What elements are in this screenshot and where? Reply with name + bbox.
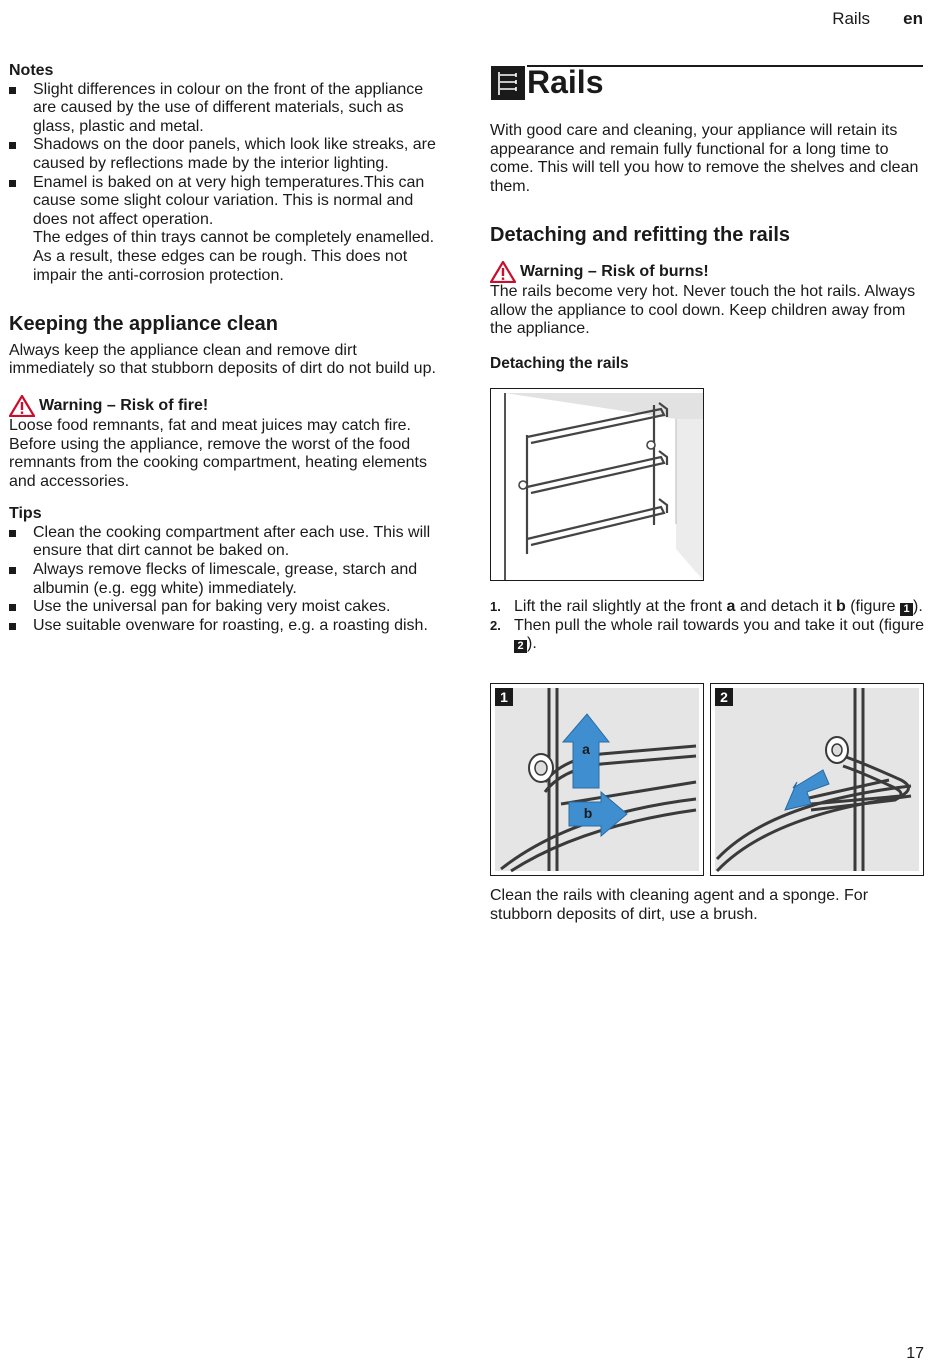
step-number: 1.	[490, 599, 501, 614]
warning-triangle-icon	[9, 395, 35, 417]
step-text: Lift the rail slightly at the front	[514, 598, 727, 615]
step-text: ).	[527, 635, 537, 653]
ref-b: b	[835, 598, 846, 615]
step-text: Then pull the whole rail towards you and take it out (figure	[514, 616, 925, 634]
arrow-label-a: a	[582, 741, 590, 757]
step-text: ).	[913, 598, 923, 615]
tips-item: Always remove flecks of limescale, grease, starch and albumin (e.g. egg white) immediately.	[9, 561, 439, 598]
notes-title: Notes	[9, 62, 54, 79]
header-section-title: Rails	[832, 9, 870, 28]
steps-container	[490, 598, 926, 654]
detaching-subtitle: Detaching the rails	[490, 354, 629, 372]
oven-rails-illustration	[491, 389, 703, 580]
burn-warning-label: Warning – Risk of burns!	[520, 262, 709, 280]
detaching-heading: Detaching and refitting the rails	[490, 224, 791, 247]
figure-ref-badge: 2	[514, 640, 527, 653]
step-item	[490, 598, 926, 617]
warning-triangle-icon	[490, 261, 516, 283]
right-column	[490, 122, 926, 373]
step-item	[490, 617, 926, 654]
tips-list	[9, 524, 439, 636]
steps-list	[490, 598, 926, 654]
left-column	[9, 62, 439, 635]
figure-1	[490, 683, 704, 876]
burn-warning-body: The rails become very hot. Never touch the hot rails. Always allow the appliance to cool down. Keep children away from the appliance.	[490, 282, 916, 338]
keeping-clean-body: Always keep the appliance clean and remove dirt immediately so that stubborn deposits of dirt do not build up.	[9, 341, 436, 378]
figure-2	[710, 683, 924, 876]
cleaning-instructions: Clean the rails with cleaning agent and a sponge. For stubborn deposits of dirt, use a brush.	[490, 887, 869, 923]
fire-warning-title	[9, 395, 439, 417]
fire-warning-body: Loose food remnants, fat and meat juices may catch fire. Before using the appliance, remove the worst of the food remnants from the cooking compartment, heating elements and accessories.	[9, 416, 427, 490]
header-language: en	[903, 9, 923, 28]
burn-warning-title	[490, 261, 926, 283]
notes-item: Slight differences in colour on the front of the appliance are caused by the use of different materials, such as glass, plastic and metal.	[9, 81, 439, 137]
rail-lift-illustration	[491, 684, 703, 875]
rails-icon	[491, 66, 525, 100]
notes-list	[9, 81, 439, 230]
notes-item: Enamel is baked on at very high temperatures.This can cause some slight colour variation. This is normal and does not affect operation.	[9, 174, 439, 230]
tips-item: Use suitable ovenware for roasting, e.g. a roasting dish.	[9, 617, 439, 636]
rail-pull-illustration	[711, 684, 923, 875]
tips-title: Tips	[9, 505, 42, 523]
step-number: 2.	[490, 617, 501, 633]
notes-item: Shadows on the door panels, which look like streaks, are caused by reflections made by the interior lighting.	[9, 136, 439, 173]
page-number: 17	[906, 1345, 924, 1362]
step-text: (figure	[845, 598, 900, 615]
tips-item: Clean the cooking compartment after each use. This will ensure that dirt cannot be baked on.	[9, 524, 439, 561]
rails-heading: Rails	[527, 64, 604, 100]
arrow-label-b: b	[583, 805, 593, 821]
ref-a: a	[726, 598, 736, 615]
step-text: and detach it	[735, 598, 836, 615]
keeping-clean-heading: Keeping the appliance clean	[9, 313, 278, 336]
figure-1-badge: 1	[495, 688, 513, 706]
rails-intro: With good care and cleaning, your appliance will retain its appearance and remain fully functional for a long time to come. This will tell you how to remove the shelves and clean them.	[490, 122, 919, 195]
figure-2-badge: 2	[715, 688, 733, 706]
fire-warning-label: Warning – Risk of fire!	[39, 396, 209, 414]
notes-extra: The edges of thin trays cannot be completely enamelled. As a result, these edges can be rough. This does not impair the anti-corrosion protection.	[33, 229, 435, 284]
figure-ref-badge: 1	[900, 603, 913, 616]
rails-overview-figure	[490, 388, 704, 581]
tips-item: Use the universal pan for baking very moist cakes.	[9, 598, 439, 617]
